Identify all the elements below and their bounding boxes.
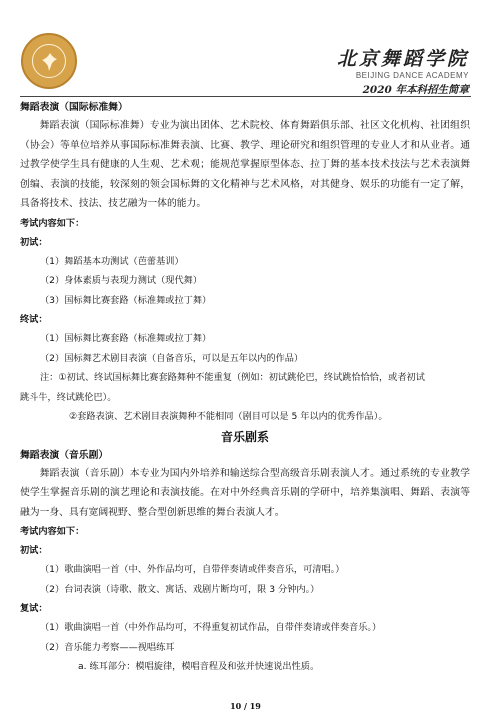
document-body bbox=[20, 99, 470, 677]
final-item: （1）国标舞比赛套路（标准舞或拉丁舞） bbox=[40, 333, 212, 344]
retest-label: 复试： bbox=[20, 603, 48, 614]
prelim-label: 初试： bbox=[20, 236, 48, 248]
exam-content-label: 考试内容如下： bbox=[20, 526, 85, 537]
dancer-emblem-icon bbox=[38, 50, 62, 74]
retest-subitem: a. 练耳部分：模唱旋律，模唱音程及和弦并快速说出性质。 bbox=[78, 661, 320, 672]
exam-content-label: 考试内容如下： bbox=[20, 217, 85, 229]
brand-name-cn: 北京舞蹈学院 bbox=[336, 48, 469, 70]
brand-name-en: BEIJING DANCE ACADEMY bbox=[355, 71, 469, 80]
prelim-item: （1）歌曲演唱一首（中、外作品均可，自带伴奏请或伴奏音乐，可清唱。） bbox=[40, 564, 345, 575]
brochure-title: 2020 年本科招生简章 bbox=[362, 84, 469, 96]
retest-item: （2）音乐能力考察——视唱练耳 bbox=[40, 641, 175, 653]
major-intro-ballroom: 舞蹈表演（国际标准舞）专业为演出团体、艺术院校、体育舞蹈俱乐部、社区文化机构、社团组织（协会）等单位培养从事国际标准舞表演、比赛、教学、理论研究和组织管理的专业人才和从业者。通过教学使学生具有健康的人生观、艺术观；能规范掌握原型体态、拉丁舞的基本技术技法与艺术表演舞创编、表演的技能，较深刻的领会国标舞的文化精神与艺术风格，对其健身、娱乐的功能有一定了解，具备将技术、技法、技艺融为一体的能力。 bbox=[20, 120, 470, 209]
note-two: ②套路表演、艺术剧目表演舞种不能相同（剧目可以是 5 年以内的优秀作品）。 bbox=[69, 411, 388, 422]
retest-item: （1）歌曲演唱一首（中外作品均可，不得重复初试作品，自带伴奏请或伴奏音乐。） bbox=[40, 622, 382, 633]
prelim-label: 初试： bbox=[20, 545, 48, 556]
major-intro-musical: 舞蹈表演（音乐剧）本专业为国内外培养和输送综合型高级音乐剧表演人才。通过系统的专业教学使学生掌握音乐剧的演艺理论和表演技能。在对中外经典音乐剧的学研中，培养集演唱、舞蹈、表演等融为一身、具有宽阔视野、整合型创新思维的舞台表演人才。 bbox=[20, 467, 470, 518]
prelim-item: （2）身体素质与表现力测试（现代舞） bbox=[40, 275, 203, 286]
prelim-item: （1）舞蹈基本功测试（芭蕾基训） bbox=[40, 255, 184, 267]
prelim-item: （2）台词表演（诗歌、散文、寓话、戏剧片断均可，限 3 分钟内。） bbox=[40, 583, 320, 595]
major-heading-musical: 舞蹈表演（音乐剧） bbox=[20, 449, 109, 461]
header-divider bbox=[20, 96, 471, 97]
department-title-musical: 音乐剧系 bbox=[220, 429, 269, 444]
academy-logo bbox=[21, 33, 77, 89]
logo-emblem bbox=[32, 44, 66, 78]
page-number: 10 / 19 bbox=[230, 701, 261, 711]
final-label: 终试： bbox=[20, 314, 48, 325]
page-header bbox=[0, 0, 491, 100]
major-heading-ballroom: 舞蹈表演（国际标准舞） bbox=[20, 102, 128, 113]
note-one: 注：①初试、终试国标舞比赛套路舞种不能重复（例如：初试跳伦巴，终试跳恰恰恰，或者初试 bbox=[40, 372, 425, 383]
note-one-continued: 跳斗牛，终试跳伦巴）。 bbox=[20, 391, 117, 403]
final-item: （2）国标舞艺术剧目表演（自备音乐，可以是五年以内的作品） bbox=[40, 352, 304, 364]
prelim-item: （3）国标舞比赛套路（标准舞或拉丁舞） bbox=[40, 294, 212, 306]
brand-block bbox=[337, 44, 469, 97]
